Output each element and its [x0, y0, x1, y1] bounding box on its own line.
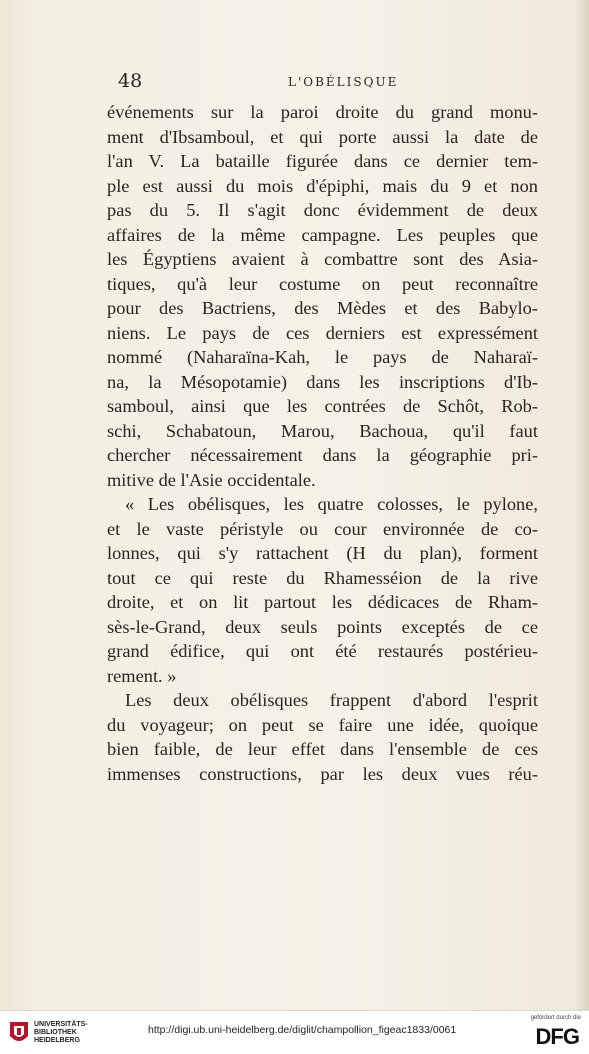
text-line: tout ce qui reste du Rhamesséion de la rive — [107, 567, 538, 588]
institution-line: UNIVERSITÄTS- — [34, 1021, 88, 1028]
text-line: les Égyptiens avaient à combattre sont des Asia- — [107, 249, 538, 269]
text-line: événements sur la paroi droite du grand monu- — [107, 102, 538, 122]
text-line: l'an V. La bataille figurée dans ce dernier tem- — [107, 151, 538, 171]
page-edge-shadow — [575, 0, 589, 1010]
text-line: « Les obélisques, les quatre colosses, le pylone, — [125, 494, 538, 514]
text-line: samboul, ainsi que les contrées de Schôt, Rob- — [107, 396, 538, 416]
text-line: immenses constructions, par les deux vues réu- — [107, 763, 538, 784]
page-header — [118, 70, 528, 96]
text-line: schi, Schabatoun, Marou, Bachoua, qu'il faut — [107, 420, 538, 441]
text-line: ment d'Ibsamboul, et qui porte aussi la date de — [107, 126, 538, 147]
university-seal-icon — [8, 1020, 30, 1046]
funder-note: gefördert durch die — [530, 1015, 581, 1021]
page-number: 48 — [118, 70, 143, 92]
text-line: affaires de la même campagne. Les peuples que — [107, 224, 538, 245]
text-line: pour des Bactriens, des Mèdes et des Babylo- — [107, 298, 538, 318]
text-body — [107, 100, 538, 786]
text-line: bien faible, de leur effet dans l'ensemble de ces — [107, 739, 538, 759]
text-line: nommé (Naharaïna-Kah, le pays de Naharaï- — [107, 347, 538, 367]
text-line: na, la Mésopotamie) dans les inscriptions d'Ib- — [107, 371, 538, 392]
text-line: ple est aussi du mois d'épiphi, mais du 9 et non — [107, 175, 538, 196]
text-line: grand édifice, qui ont été restaurés postérieu- — [107, 641, 538, 661]
permalink-url[interactable]: http://digi.ub.uni-heidelberg.de/diglit/champollion_figeac1833/0061 — [148, 1024, 457, 1036]
institution-line: HEIDELBERG — [34, 1037, 80, 1044]
institution-line: BIBLIOTHEK — [34, 1029, 77, 1036]
text-line: pas du 5. Il s'agit donc évidemment de deux — [107, 200, 538, 220]
text-line: du voyageur; on peut se faire une idée, quoique — [107, 714, 538, 735]
text-line: droite, et on lit partout les dédicaces de Rham- — [107, 592, 538, 612]
text-line: Les deux obélisques frappent d'abord l'esprit — [125, 690, 538, 710]
text-line: et le vaste péristyle ou cour environnée de co- — [107, 518, 538, 539]
text-line: niens. Le pays de ces derniers est expressément — [107, 322, 538, 343]
institution-name — [34, 1021, 88, 1045]
text-line: mitive de l'Asie occidentale. — [107, 469, 316, 490]
text-line: lonnes, qui s'y rattachent (H du plan), forment — [107, 543, 538, 563]
text-line: tiques, qu'à leur costume on peut reconnaître — [107, 273, 538, 294]
viewer-footer — [0, 1010, 589, 1054]
text-line: sès-le-Grand, deux seuls points exceptés de ce — [107, 616, 538, 637]
text-line: chercher nécessairement dans la géographie pri- — [107, 445, 538, 465]
dfg-logo: DFG — [535, 1024, 579, 1049]
text-line: rement. » — [107, 665, 177, 686]
running-title: L'OBÉLISQUE — [288, 75, 399, 89]
